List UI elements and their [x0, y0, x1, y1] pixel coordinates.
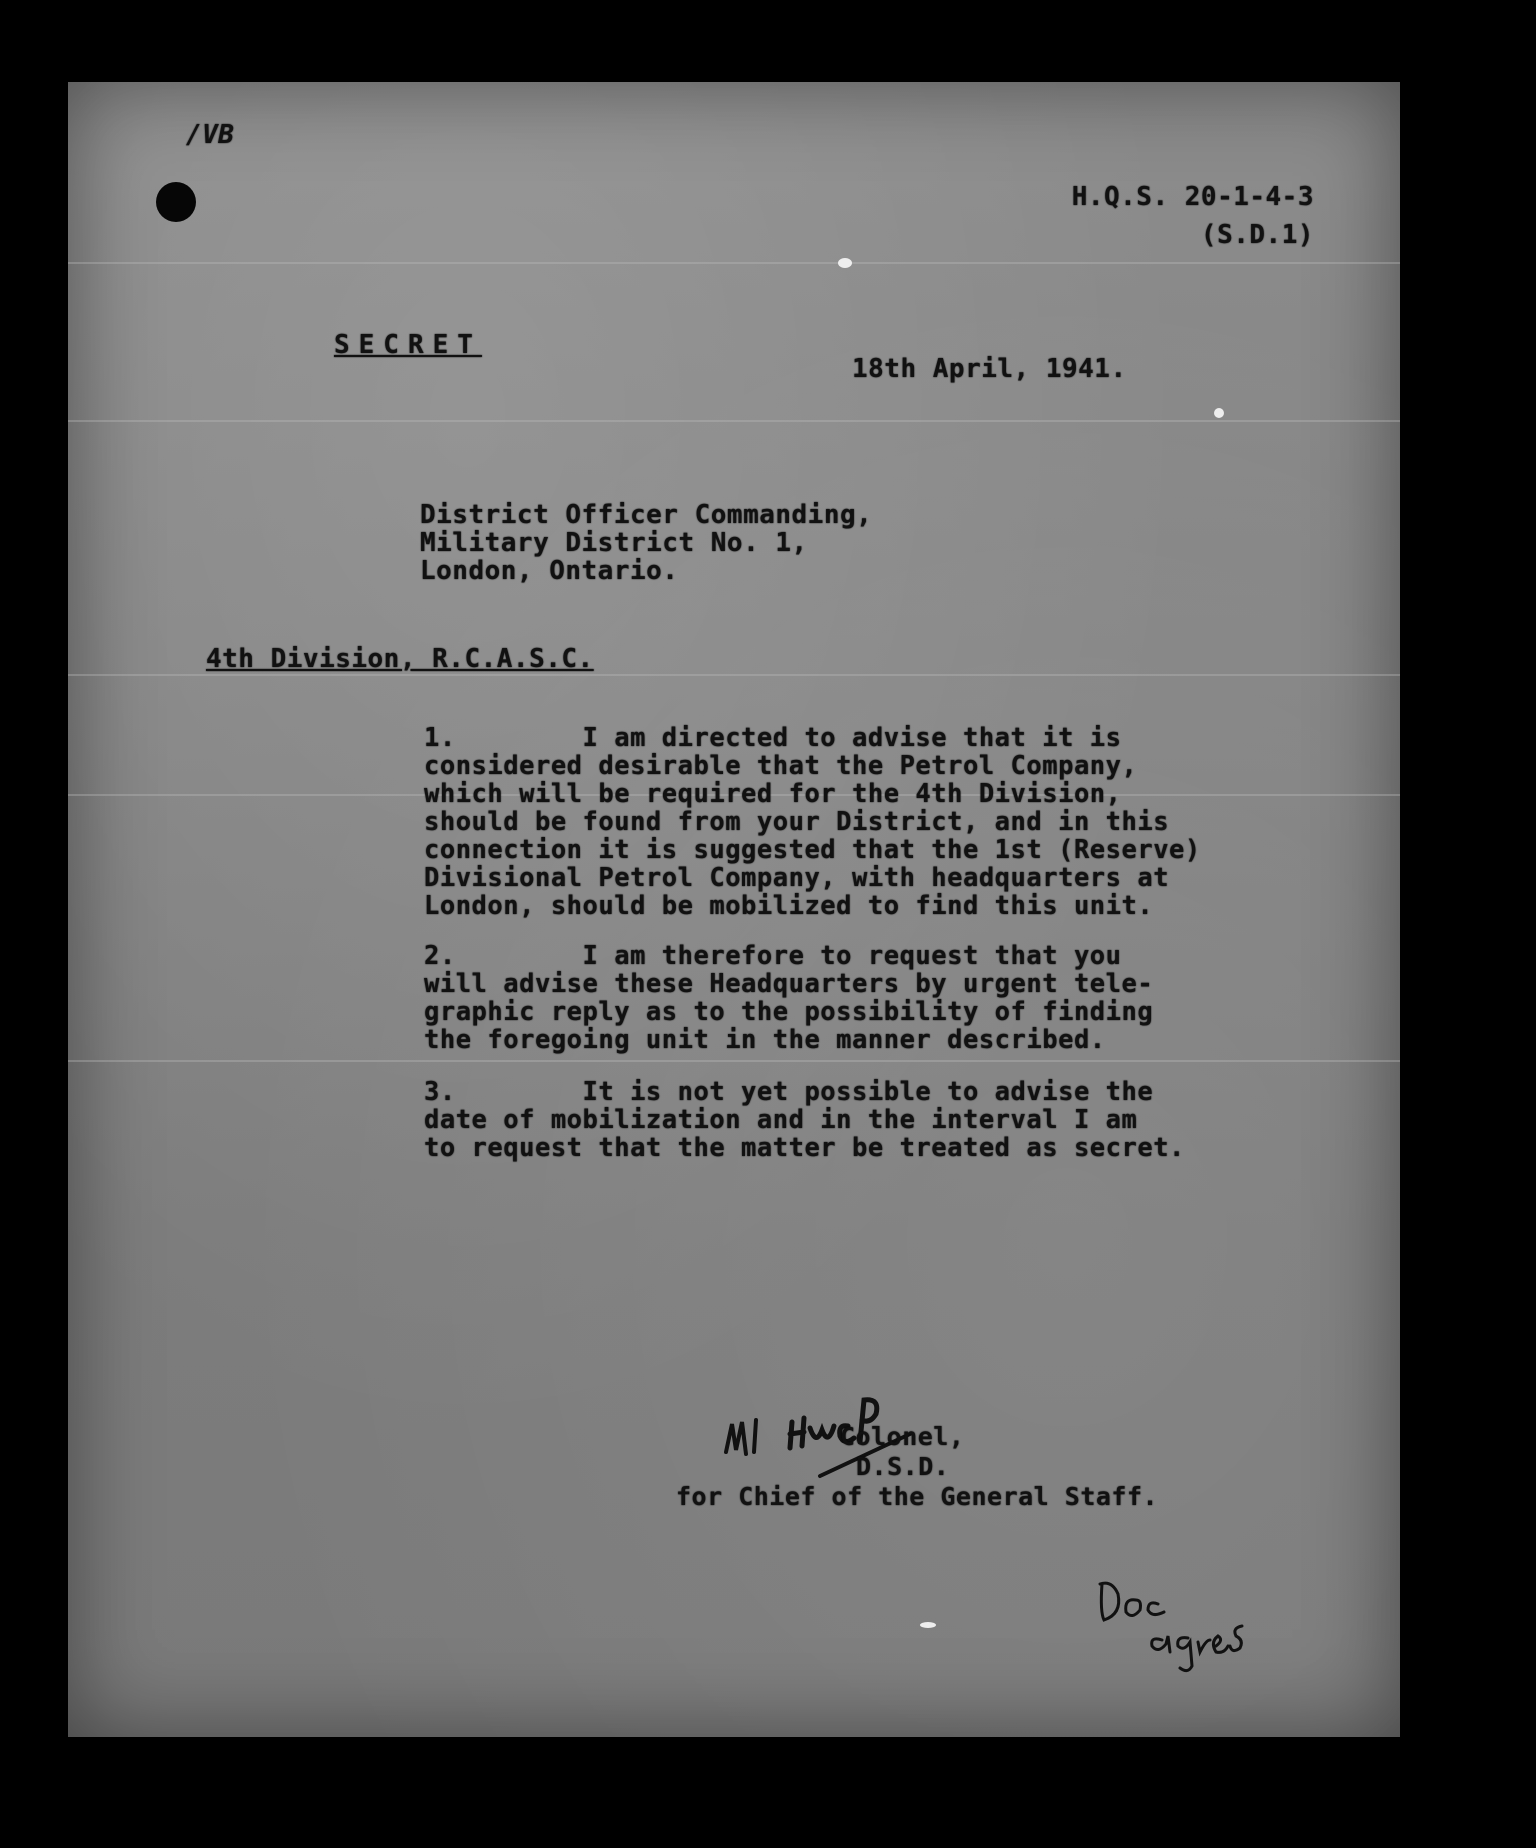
paragraph-2: 2. I am therefore to request that you will advise these Headquarters by urgent tele- graphic reply as to the possibility of finding the foregoing unit in the manner described. — [424, 941, 1154, 1055]
addressee-line: District Officer Commanding, — [420, 500, 873, 530]
addressee-line: Military District No. 1, — [420, 528, 808, 558]
scan-speck — [920, 1622, 936, 1628]
classification-heading: SECRET — [334, 330, 482, 360]
scan-line — [68, 674, 1400, 676]
scan-speck — [838, 258, 852, 268]
file-reference-sub: (S.D.1) — [1200, 220, 1314, 250]
letter-date: 18th April, 1941. — [852, 354, 1127, 384]
paragraph-1: 1. I am directed to advise that it is considered desirable that the Petrol Company, which will be required for the 4th Division, should be found from your District, and in this connection it is suggested that the 1st (Reserve) Divisional Petrol Company, with headquarters at London, should be mobilized to find this unit. — [424, 723, 1201, 921]
signature-rank: Colonel, — [840, 1422, 965, 1451]
scan-speck — [1214, 408, 1224, 418]
scan-line — [68, 262, 1400, 264]
top-mark: /VB — [186, 120, 235, 150]
punch-hole — [156, 182, 196, 222]
signature-office: D.S.D. — [856, 1452, 950, 1481]
addressee-line: London, Ontario. — [420, 556, 679, 586]
file-reference: H.Q.S. 20-1-4-3 — [1071, 182, 1314, 212]
paragraph-3: 3. It is not yet possible to advise the date of mobilization and in the interval I am to request that the matter be treated as secret. — [424, 1077, 1185, 1163]
subject-line: 4th Division, R.C.A.S.C. — [206, 644, 594, 674]
signature-on-behalf: for Chief of the General Staff. — [676, 1482, 1159, 1511]
scan-line — [68, 420, 1400, 422]
paper-sheet — [68, 82, 1400, 1737]
handwritten-note — [1092, 1556, 1272, 1676]
scan-line — [68, 1060, 1400, 1062]
